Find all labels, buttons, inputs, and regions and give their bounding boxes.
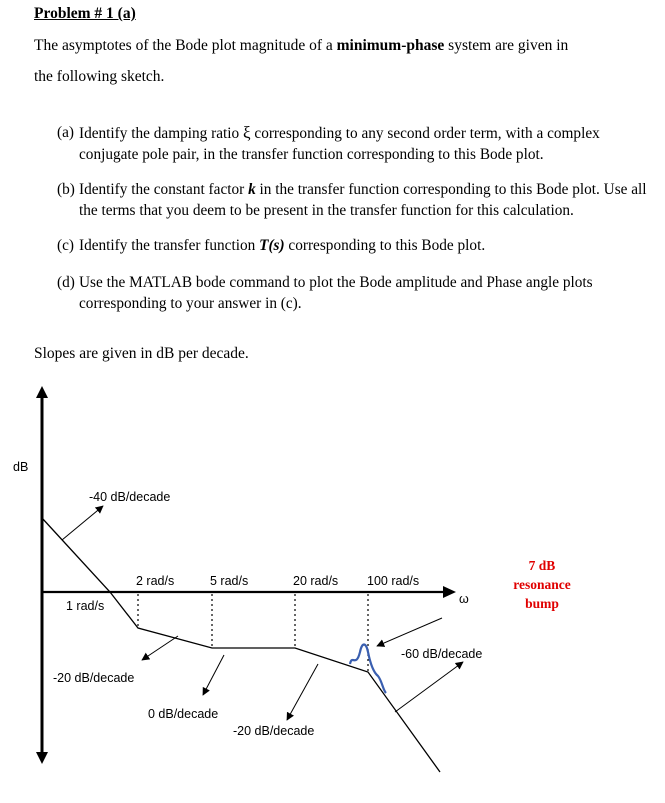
k-symbol: k [248,181,256,198]
pointer-minus40 [62,506,103,540]
intro-line-1-post: system are given in [444,37,569,54]
question-a-text: Identify the damping ratio ξ corresponding to any second order term, with a complex conjugate pole pair, in the transfer function corresponding to this Bode plot. [79,123,600,163]
intro-line-2: the following sketch. [34,68,165,85]
question-b-label: (b) [57,181,75,198]
omega-axis-arrow [443,586,456,598]
db-axis-arrow-down [36,752,48,764]
db-axis-label: dB [13,460,29,474]
question-d-label: (d) [57,274,75,291]
slope-label-fourth: -20 dB/decade [233,724,315,738]
pointer-minus20-second [287,664,318,720]
intro-line-1-bold: minimum-phase [336,37,445,54]
xi-symbol: ξ [242,123,251,142]
slope-label-third: 0 dB/decade [148,707,219,721]
slope-label-fifth: -60 dB/decade [401,647,483,661]
breakpoint-5rads: 5 rad/s [210,574,249,588]
db-axis-arrow-up [36,386,48,398]
slope-label-second: -20 dB/decade [53,671,135,685]
question-d-text: Use the MATLAB bode command to plot the Bode amplitude and Phase angle plots corresponding to your answer in (c). [79,274,593,312]
intro-line-1 [34,37,568,55]
question-a-label: (a) [57,124,74,141]
problem-title: Problem # 1 (a) [34,5,136,22]
bode-sketch [0,380,665,803]
question-b-text: Identify the constant factor k in the transfer function corresponding to this Bode plot. Use all the terms that you deem to be present in the transfer function for this calculation. [79,181,647,219]
breakpoint-20rads: 20 rad/s [293,574,339,588]
breakpoint-1rads: 1 rad/s [66,599,105,613]
question-c-text: Identify the transfer function T(s) corresponding to this Bode plot. [79,237,486,254]
question-c-label: (c) [57,237,74,254]
pointer-minus60 [377,618,442,646]
slopes-note: Slopes are given in dB per decade. [34,345,249,362]
intro-line-1-pre: The asymptotes of the Bode plot magnitude of a [34,37,337,54]
breakpoint-2rads: 2 rad/s [136,574,175,588]
slope-label-first: -40 dB/decade [89,490,171,504]
resonance-label-resonance: resonance [513,577,571,592]
resonance-label-bump: bump [525,596,559,611]
pointer-resonance [395,662,463,712]
omega-axis-label: ω [459,592,469,606]
breakpoint-100rads: 100 rad/s [367,574,420,588]
resonance-label-7db: 7 dB [528,558,556,573]
pointer-minus20-first [142,636,178,660]
resonance-bump [350,645,386,694]
ts-symbol: T(s) [259,237,285,254]
pointer-0db [203,655,224,695]
